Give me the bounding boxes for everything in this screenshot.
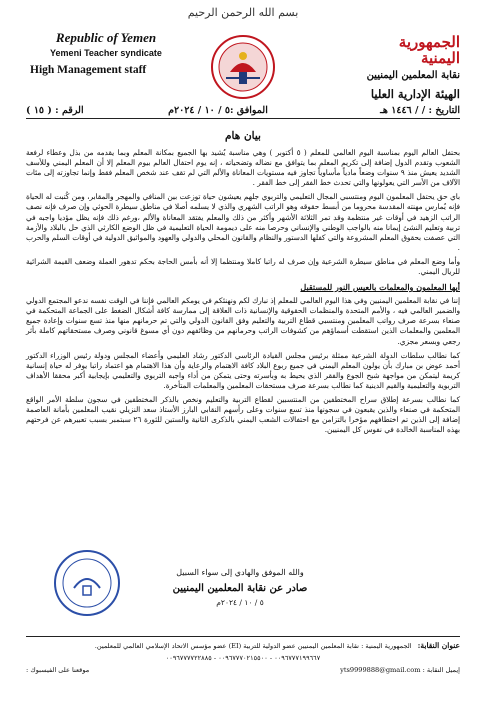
date-gregorian: الموافق :٥ / ١٠ / ٢٠٢٤م — [168, 104, 268, 116]
paragraph: إننا في نقابة المعلمين اليمنيين وفي هذا اليوم العالمي للمعلم إذ نبارك لكم ونهنئكم في يومكم العالمي فإننا في الوقت نفسه ندعو المجتمع الدولي والضمير العالمي فيه ، والأمم المتحدة والمنظمات الحقوقية والإنسانية ذات العلاقة إلى ممارسة كافة أشكال الضغط على الجماعة المتحكمة في صنعاء بسرعة صرف رواتب المعلمين ومنتسبي قطاع التربية والتعليم وفق القانون الدولي والتي تم حرمانهم منها منذ تسع سنوات وإعادة جميع المعلمين والمعلمات الذين استقطت أسماؤهم من كشوفات الراتب وحرمانهم من وظائفهم دون أي مسوغ قانوني وصرف مستحقاتهم كاملة بأثر رجعي وبسعر مجزي. — [26, 296, 460, 346]
closing-block — [150, 568, 330, 607]
republic-en: Republic of Yemen — [55, 30, 157, 45]
footer-divider — [26, 636, 460, 637]
document-meta — [26, 102, 460, 118]
statement-body — [26, 126, 460, 439]
republic-ar-2: اليمنية — [420, 49, 460, 67]
footer-email-label: إيميل النقابة : — [422, 666, 460, 674]
syndicate-en: Yemeni Teacher syndicate — [50, 48, 162, 58]
footer-email[interactable]: yts9999888@gmail.com — [340, 666, 421, 674]
official-seal-icon — [52, 548, 122, 618]
management-en: High Management staff — [30, 64, 147, 76]
reference-number: الرقم : ( ١٥ ) — [26, 104, 84, 116]
footer-address: الجمهورية اليمنية : نقابة المعلمين اليمنيين عضو الدولية للتربية (EI) عضو مؤسس الاتحاد الإسلامي العالمي للمعلمين. — [94, 642, 412, 650]
paragraph: وأما وضع المعلم في مناطق سيطرة الشرعية وإن صرف له راتبا كاملا ومنتظما إلا أنه بأمس الحاجة بحكم تدهور العملة وضعف القيمة الشرائية للريال اليمني. — [26, 256, 460, 277]
footer-address-label: عنوان النقابة: — [417, 641, 460, 650]
section-subtitle: أيها المعلمون والمعلمات بالعيس النور للمستقبل — [300, 282, 460, 293]
footer-contact-row — [26, 664, 460, 676]
republic-ar-1: الجمهورية — [398, 33, 460, 51]
syndicate-logo-icon — [210, 34, 276, 100]
footer — [26, 640, 460, 676]
basmala: بسم الله الرحمن الرحيم — [187, 6, 299, 19]
paragraph: بحتفل العالم اليوم بمناسبة اليوم العالمي للمعلم ( ٥ أكتوبر ) وهي مناسبة يُشيد بها الجميع بمكانة المعلم وبما يقدمه من بذل وعطاء لرفعة الشعوب وتقدم الدول إضافة إلى تكريم المعلم بما يتوافق مع نضاله وتضحياته ، إنه يوم احتفال العالم بيوم المعلم إلا أن المعلم اليمني وللأسف الشديد يعيش منذ ٩ سنوات وضعاً مادياً مأساوياً تجاوز فيه مستويات المعاناة والألم التي لم تقف عند شخص المعلم فقط وإنما تجاوزته إلى مئات الآلاف من الأسر التي يعولونها والتي تحدث خط الفقر إلى خط الفقر . — [26, 148, 461, 188]
issuer-line: صادر عن نقابة المعلمين اليمنيين — [172, 583, 308, 594]
footer-website-label: موقعنا على الفيسبوك : — [26, 666, 90, 674]
footer-phones: ٠٠٩٦٧٧٧١٩٩٦٦٧ - ٠٠٩٦٧٧٧٠٢١٥٥٠٠ - ٠٠٩٦٧٧٧٧٢٢٨٨٥ — [165, 654, 321, 662]
statement-title: بيان هام — [225, 130, 261, 142]
paragraph: كما نطالب بسرعة إطلاق سراح المختطفين من المنتسبين لقطاع التربية والتعليم ونخص بالذكر المختطفين في سجون سلطة الأمر الواقع المتحكمة في صنعاء والذين يقبعون في سجونها منذ تسع سنوات وعلى رأسهم النقابي البارز الأستاذ سعد النزيلي نقيب المعلمين بأمانة العاصمة إضافة إلى الذين تم اختطافهم مؤخرا بالتزامن مع احتفالات الشعب اليمني بالذكرى الثانية والستين للثورة ٢٦ سبتمبر بسبب تعبيرهم عن فرحتهم بهذه المناسبة الخالدة في نفوس كل اليمنيين. — [26, 394, 460, 435]
date-hijri: التاريخ : / / ١٤٤٦ هـ — [380, 104, 460, 116]
header-left-english — [26, 30, 186, 76]
footer-address-row — [26, 640, 460, 652]
header-divider — [26, 118, 460, 119]
paragraph: كما نطالب سلطات الدولة الشرعية ممثلة برئيس مجلس القيادة الرئاسي الدكتور رشاد العليمي وأعضاء المجلس ودولة رئيس الوزراء الدكتور أحمد عوض بن مبارك بأن يولون المعلم اليمني في جميع ربوع البلاد كافة الاهتمام والرعاية وأن هذا الاهتمام هو اعتماد راتبا يوفر له حياة إنسانية كريمة ليتمكن من مواجهة شبح الجوع والفقر الذي يحيط به وبأسرته وحتى يتمكن من أداء واجبه التربوي والتعليمي بإيجابية أكبر محققا الأهداف التربوية والتعليمية والقيم الدينية كما نطالب بسرعة صرف مستحقات المعلمين والمعلمات المتأخرة. — [26, 350, 460, 390]
footer-email-row — [340, 664, 460, 676]
closing-line: والله الموفق والهادي إلى سواء السبيل — [176, 568, 304, 577]
management-ar: الهيئة الإدارية العليا — [370, 87, 460, 101]
syndicate-ar: نقابة المعلمين اليمنيين — [366, 70, 460, 81]
header-right-arabic — [320, 34, 460, 101]
paragraph: باي حق يحتفل المعلمون اليوم ومنتسبي المجال التعليمي والتربوي جلهم يعيشون حياة توزعت بين المنافي والمهجر والمقابر، ومن كُتبت له الحياة فإنه يُمارس مهنته المقدسة محروما من أبسط حقوقه وهو الراتب الشهري والذي لا يسلمه أصلا في مناطق سيطرة الحوثي وإن صرف فإنه نصف الراتب الزهيد في أوقات غير منتظمة وقد تمر الثلاثة الأشهر وأكثر من ذلك والمعلم يفتقد المعاناة والألم ،ورغم ذلك فإنه يظل مؤديا واجبه في تربية وتعليم النشئ إيمانا منه بالواجب الوطني والإنساني وحرصا منه على ديمومة الحياة التعليمية في ظل الوضع الكارثي الذي حل بالبلاد والأزمة التي عصفت بحقوق المعلم المشروعة والتي كفلها الدستور والنظام والقانون المحلي والدولي والعهود والمواثيق الدولية في أوقات السلم والحرب . — [26, 192, 460, 252]
issue-date: ٥ / ١٠ / ٢٠٢٤م — [216, 598, 264, 607]
